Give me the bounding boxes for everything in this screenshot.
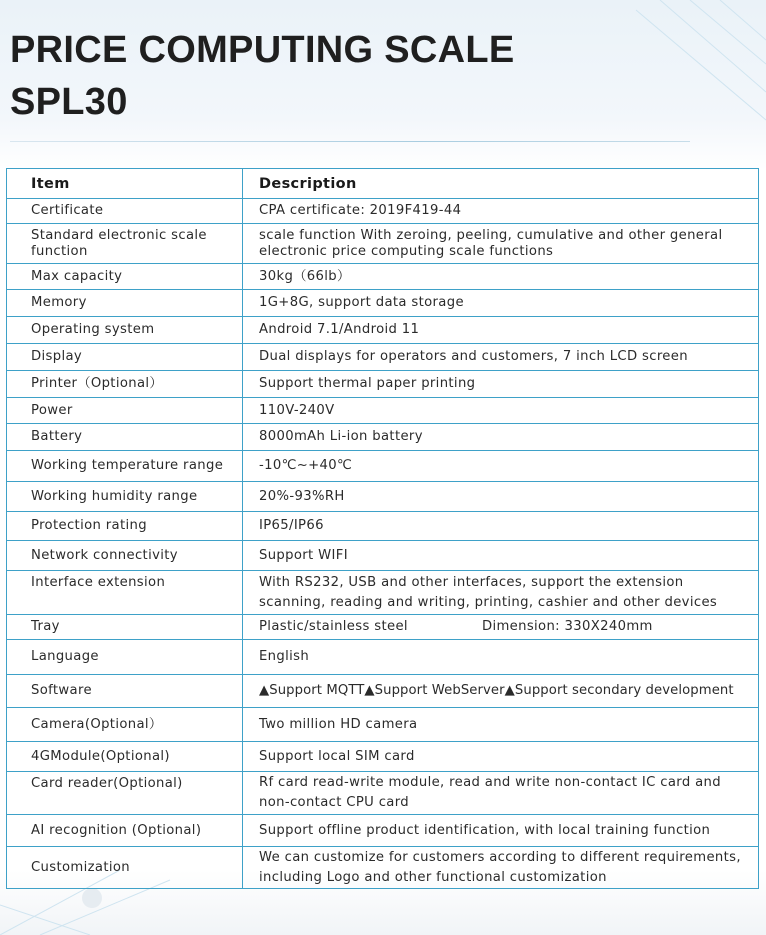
table-row (7, 708, 759, 742)
row-item: Tray (7, 615, 243, 640)
table-row (7, 571, 759, 615)
table-row (7, 398, 759, 424)
row-item: Printer（Optional） (7, 371, 243, 398)
table-row (7, 317, 759, 344)
row-item: Interface extension (7, 571, 243, 615)
row-description: 110V-240V (243, 398, 759, 424)
table-row (7, 742, 759, 772)
table-row (7, 424, 759, 451)
row-item: Power (7, 398, 243, 424)
row-item: Working temperature range (7, 451, 243, 482)
row-description: 20%-93%RH (243, 482, 759, 512)
tray-dimension: Dimension: 330X240mm (481, 619, 653, 634)
title-line-1: PRICE COMPUTING SCALE (10, 29, 515, 71)
row-description: We can customize for customers according to different requirements, including Logo and other functional customization (243, 847, 759, 889)
row-item: Card reader(Optional) (7, 772, 243, 815)
row-item: Camera(Optional） (7, 708, 243, 742)
table-row (7, 290, 759, 317)
row-item: Certificate (7, 199, 243, 224)
row-item: Display (7, 344, 243, 371)
title-divider (10, 141, 690, 142)
table-row (7, 264, 759, 290)
row-description: Dual displays for operators and customers, 7 inch LCD screen (243, 344, 759, 371)
row-item: Operating system (7, 317, 243, 344)
row-description: Support WIFI (243, 541, 759, 571)
table-row (7, 199, 759, 224)
row-item: Customization (7, 847, 243, 889)
row-description: Support offline product identification, with local training function (243, 815, 759, 847)
row-description: Two million HD camera (243, 708, 759, 742)
row-description: -10℃~+40℃ (243, 451, 759, 482)
row-description: Rf card read-write module, read and write non-contact IC card and non-contact CPU card (243, 772, 759, 815)
row-item: 4GModule(Optional) (7, 742, 243, 772)
row-description: 30kg（66lb） (243, 264, 759, 290)
row-description: 8000mAh Li-ion battery (243, 424, 759, 451)
row-description: IP65/IP66 (243, 512, 759, 541)
row-description: With RS232, USB and other interfaces, support the extension scanning, reading and writing, printing, cashier and other devices (243, 571, 759, 615)
row-description: Support thermal paper printing (243, 371, 759, 398)
table-row (7, 482, 759, 512)
table-row (7, 615, 759, 640)
row-item: Language (7, 640, 243, 675)
table-row (7, 847, 759, 889)
decorative-node (82, 888, 102, 908)
table-row (7, 512, 759, 541)
row-description: Support local SIM card (243, 742, 759, 772)
row-item: Memory (7, 290, 243, 317)
table-row (7, 640, 759, 675)
table-row (7, 772, 759, 815)
row-description: Android 7.1/Android 11 (243, 317, 759, 344)
table-row (7, 451, 759, 482)
row-description (243, 615, 759, 640)
row-item: Protection rating (7, 512, 243, 541)
row-item: Network connectivity (7, 541, 243, 571)
row-item: Working humidity range (7, 482, 243, 512)
table-row (7, 344, 759, 371)
table-row (7, 541, 759, 571)
table-row (7, 675, 759, 708)
row-item: Battery (7, 424, 243, 451)
row-description: 1G+8G, support data storage (243, 290, 759, 317)
page-title (10, 24, 515, 128)
table-row (7, 371, 759, 398)
tray-material: Plastic/stainless steel (259, 619, 408, 634)
table-row (7, 815, 759, 847)
title-line-2: SPL30 (10, 81, 128, 123)
row-item: AI recognition (Optional) (7, 815, 243, 847)
row-item: Software (7, 675, 243, 708)
header-item: Item (7, 169, 243, 199)
header-description: Description (243, 169, 759, 199)
row-description: CPA certificate: 2019F419-44 (243, 199, 759, 224)
row-description: ▲Support MQTT▲Support WebServer▲Support secondary development (243, 675, 759, 708)
row-item: Max capacity (7, 264, 243, 290)
table-header-row (7, 169, 759, 199)
row-description: English (243, 640, 759, 675)
row-description: scale function With zeroing, peeling, cumulative and other general electronic price computing scale functions (243, 224, 759, 264)
table-row (7, 224, 759, 264)
spec-table (6, 168, 759, 889)
row-item: Standard electronic scale function (7, 224, 243, 264)
